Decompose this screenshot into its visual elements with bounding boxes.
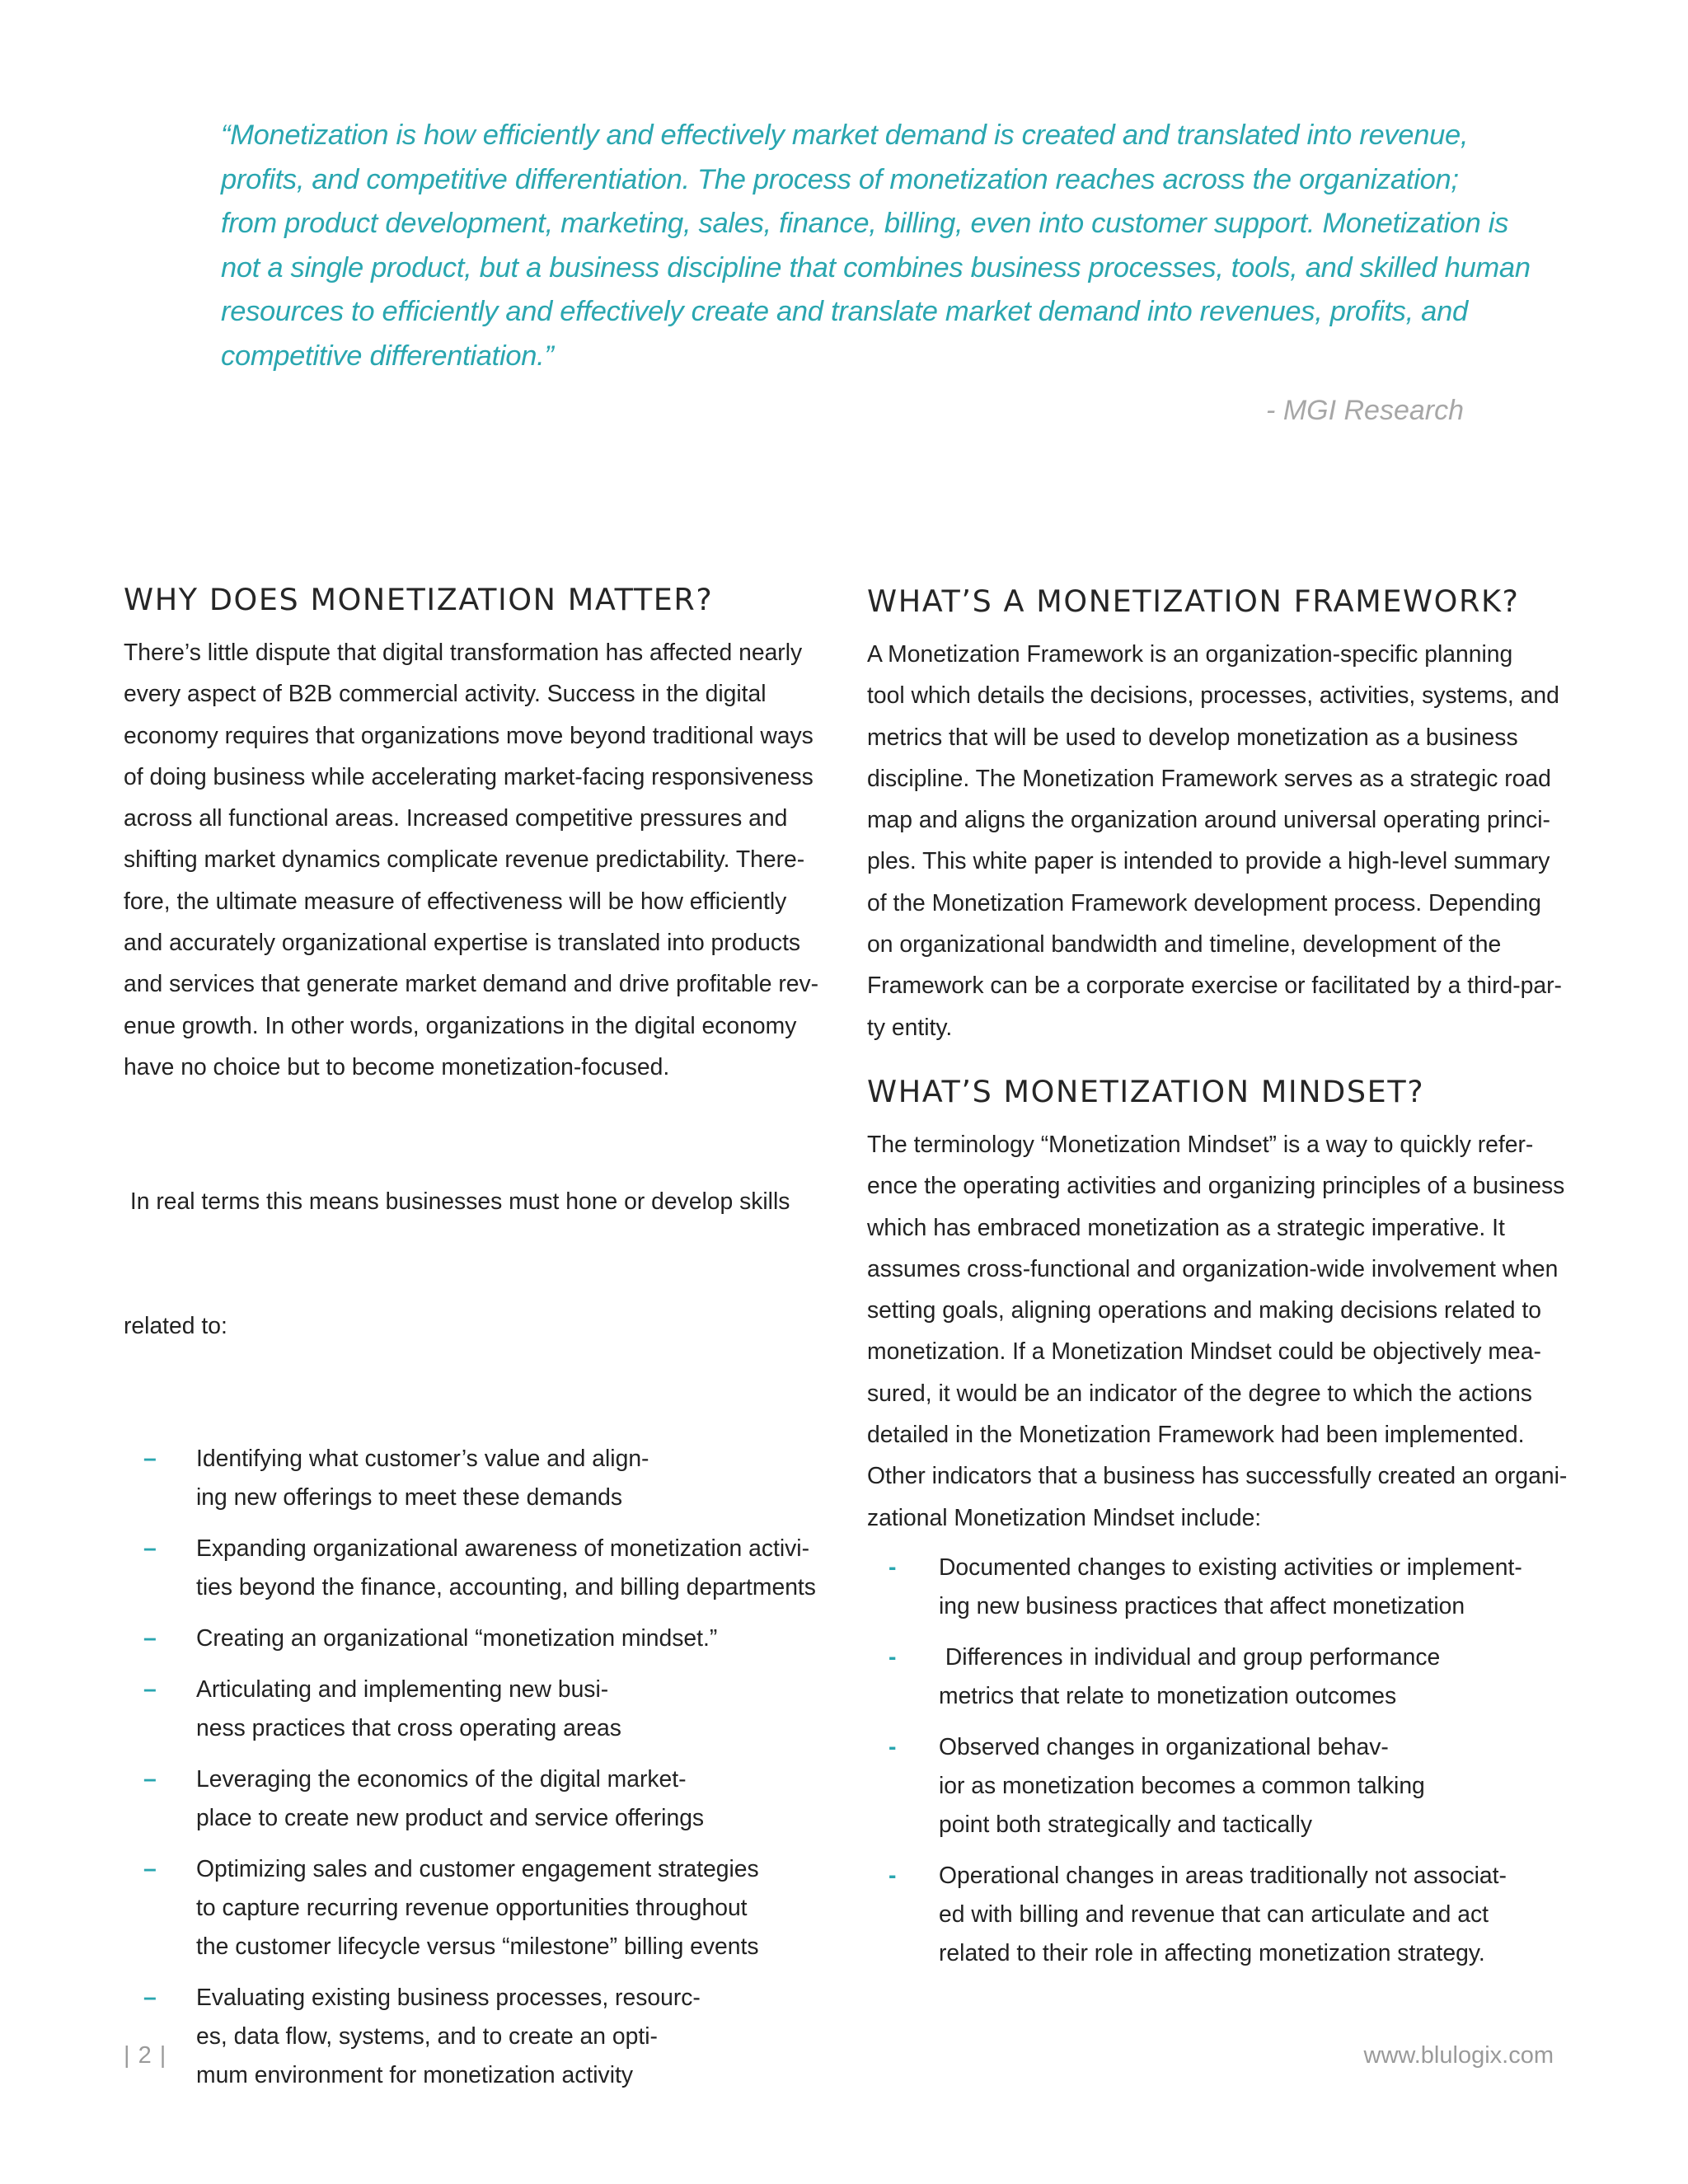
text-line: zational Monetization Mindset include: [867, 1503, 1262, 1530]
text-line: and services that generate market demand and drive profitable rev- [124, 970, 819, 997]
page-number: | 2 | [124, 2042, 167, 2069]
text-line: fore, the ultimate measure of effectiveness will be how efficiently [124, 887, 787, 914]
skills-list [124, 1439, 824, 2094]
dash-bullet: – [143, 1534, 157, 1561]
list-item-text: related to their role in affecting monetization strategy. [939, 1938, 1485, 1966]
section-heading-monetization-mindset: WHAT’S MONETIZATION MINDSET? [867, 1073, 1425, 1109]
text-line: economy requires that organizations move beyond traditional ways [124, 721, 814, 748]
pull-quote [221, 114, 1531, 378]
text-line: ence the operating activities and organizing principles of a business [867, 1172, 1565, 1199]
body-paragraph [867, 633, 1568, 1047]
quote-line: not a single product, but a business discipline that combines business processes, tools, and skilled human [221, 251, 1531, 284]
list-item-text: ness practices that cross operating areas [196, 1713, 621, 1741]
list-item-text: mum environment for monetization activity [196, 2060, 633, 2088]
text-line: which has embraced monetization as a strategic imperative. It [867, 1213, 1505, 1240]
list-item-text: Differences in individual and group performance [939, 1643, 1441, 1670]
dash-bullet: – [143, 1765, 157, 1792]
list-item-text: ing new offerings to meet these demands [196, 1483, 622, 1510]
quote-line: from product development, marketing, sales, finance, billing, even into customer support. Monetization is [221, 208, 1509, 239]
list-item-text: to capture recurring revenue opportunities throughout [196, 1893, 748, 1920]
dash-bullet: - [889, 1732, 897, 1760]
text-line: enue growth. In other words, organizations in the digital economy [124, 1011, 797, 1038]
list-item-text: Expanding organizational awareness of monetization activi- [196, 1534, 810, 1561]
list-item-text: Evaluating existing business processes, resourc- [196, 1983, 701, 2010]
list-item-text: Creating an organizational “monetization mindset.” [196, 1624, 718, 1651]
text-line: shifting market dynamics complicate revenue predictability. There- [124, 846, 805, 873]
text-line: tool which details the decisions, processes, activities, systems, and [867, 682, 1559, 709]
indicators-list [867, 1548, 1568, 1972]
list-item-text: ties beyond the finance, accounting, and billing departments [196, 1572, 816, 1600]
list-item-text: ior as monetization becomes a common talking [939, 1771, 1425, 1798]
quote-text [221, 114, 1531, 378]
text-line: Framework can be a corporate exercise or facilitated by a third-par- [867, 972, 1562, 999]
text-line: map and aligns the organization around universal operating princi- [867, 806, 1550, 833]
dash-bullet: – [143, 1854, 157, 1882]
text-line: setting goals, aligning operations and making decisions related to [867, 1296, 1541, 1324]
text-line: metrics that will be used to develop monetization as a business [867, 723, 1518, 750]
text-line: The terminology “Monetization Mindset” is a way to quickly refer- [867, 1130, 1534, 1157]
quote-line: resources to efficiently and effectively create and translate market demand into revenues, profits, and [221, 296, 1468, 327]
body-paragraph [124, 1097, 824, 1428]
list-item-text: Operational changes in areas traditionally not associat- [939, 1861, 1507, 1888]
text-line: ty entity. [867, 1013, 953, 1040]
text-line: related to: [124, 1311, 227, 1338]
list-item-text: Optimizing sales and customer engagement strategies [196, 1854, 759, 1882]
list-item-text: ed with billing and revenue that can articulate and act [939, 1900, 1489, 1927]
list-item [124, 1619, 824, 1657]
text-line: of the Monetization Framework development process. Depending [867, 888, 1541, 916]
dash-bullet: - [889, 1643, 897, 1670]
right-column [867, 577, 1568, 1972]
list-item [867, 1856, 1568, 1972]
website-link[interactable]: www.blulogix.com [1363, 2042, 1554, 2069]
dash-bullet: - [889, 1861, 897, 1888]
text-line: discipline. The Monetization Framework serves as a strategic road [867, 764, 1551, 791]
quote-line: “Monetization is how efficiently and effectively market demand is created and translated into revenue, [221, 120, 1469, 151]
list-item-text: Articulating and implementing new busi- [196, 1675, 609, 1702]
text-line: have no choice but to become monetization-focused. [124, 1052, 670, 1080]
body-paragraph [124, 631, 824, 1087]
dash-bullet: – [143, 1983, 157, 2010]
list-item-text: Leveraging the economics of the digital market- [196, 1765, 687, 1792]
text-line: A Monetization Framework is an organization-specific planning [867, 640, 1513, 667]
list-item-text: metrics that relate to monetization outcomes [939, 1681, 1397, 1708]
list-item [124, 1529, 824, 1606]
text-line: on organizational bandwidth and timeline, development of the [867, 930, 1502, 958]
text-line: In real terms this means businesses must hone or develop skills [124, 1187, 790, 1214]
body-paragraph [867, 1123, 1568, 1538]
dash-bullet: – [143, 1675, 157, 1702]
list-item [124, 1670, 824, 1747]
list-item-text: Observed changes in organizational behav- [939, 1732, 1389, 1760]
list-item [867, 1638, 1568, 1715]
text-line: assumes cross-functional and organization-wide involvement when [867, 1254, 1559, 1282]
list-item-text: es, data flow, systems, and to create an opti- [196, 2022, 658, 2049]
section-heading-why-monetization: WHY DOES MONETIZATION MATTER? [124, 582, 714, 617]
left-column [124, 575, 824, 2094]
text-line: of doing business while accelerating market-facing responsiveness [124, 762, 814, 790]
quote-attribution: - MGI Research [1266, 395, 1464, 426]
text-line: Other indicators that a business has successfully created an organi- [867, 1462, 1568, 1489]
list-item [124, 1978, 824, 2094]
section-heading-monetization-framework: WHAT’S A MONETIZATION FRAMEWORK? [867, 583, 1520, 619]
list-item-text: point both strategically and tactically [939, 1810, 1312, 1837]
list-item-text: place to create new product and service offerings [196, 1803, 705, 1830]
quote-line: competitive differentiation.” [221, 340, 554, 372]
list-item [124, 1439, 824, 1516]
text-line: and accurately organizational expertise is translated into products [124, 929, 801, 956]
dash-bullet: - [889, 1553, 897, 1580]
list-item [124, 1849, 824, 1966]
text-line: monetization. If a Monetization Mindset could be objectively mea- [867, 1338, 1541, 1365]
list-item [867, 1727, 1568, 1844]
list-item-text: the customer lifecycle versus “milestone” billing events [196, 1932, 759, 1959]
list-item [124, 1760, 824, 1837]
text-line: sured, it would be an indicator of the degree to which the actions [867, 1379, 1532, 1406]
list-item-text: Identifying what customer’s value and align- [196, 1444, 649, 1471]
text-line: ples. This white paper is intended to provide a high-level summary [867, 847, 1550, 874]
list-item-text: ing new business practices that affect monetization [939, 1591, 1465, 1619]
list-item [867, 1548, 1568, 1625]
text-line: every aspect of B2B commercial activity. Success in the digital [124, 680, 767, 707]
text-line: There’s little dispute that digital transformation has affected nearly [124, 639, 803, 665]
dash-bullet: – [143, 1444, 157, 1471]
list-item-text: Documented changes to existing activities or implement- [939, 1553, 1522, 1580]
dash-bullet: – [143, 1624, 157, 1651]
quote-line: profits, and competitive differentiation. The process of monetization reaches across the organization; [221, 163, 1459, 195]
text-line: across all functional areas. Increased competitive pressures and [124, 804, 788, 832]
text-line: detailed in the Monetization Framework had been implemented. [867, 1421, 1525, 1448]
